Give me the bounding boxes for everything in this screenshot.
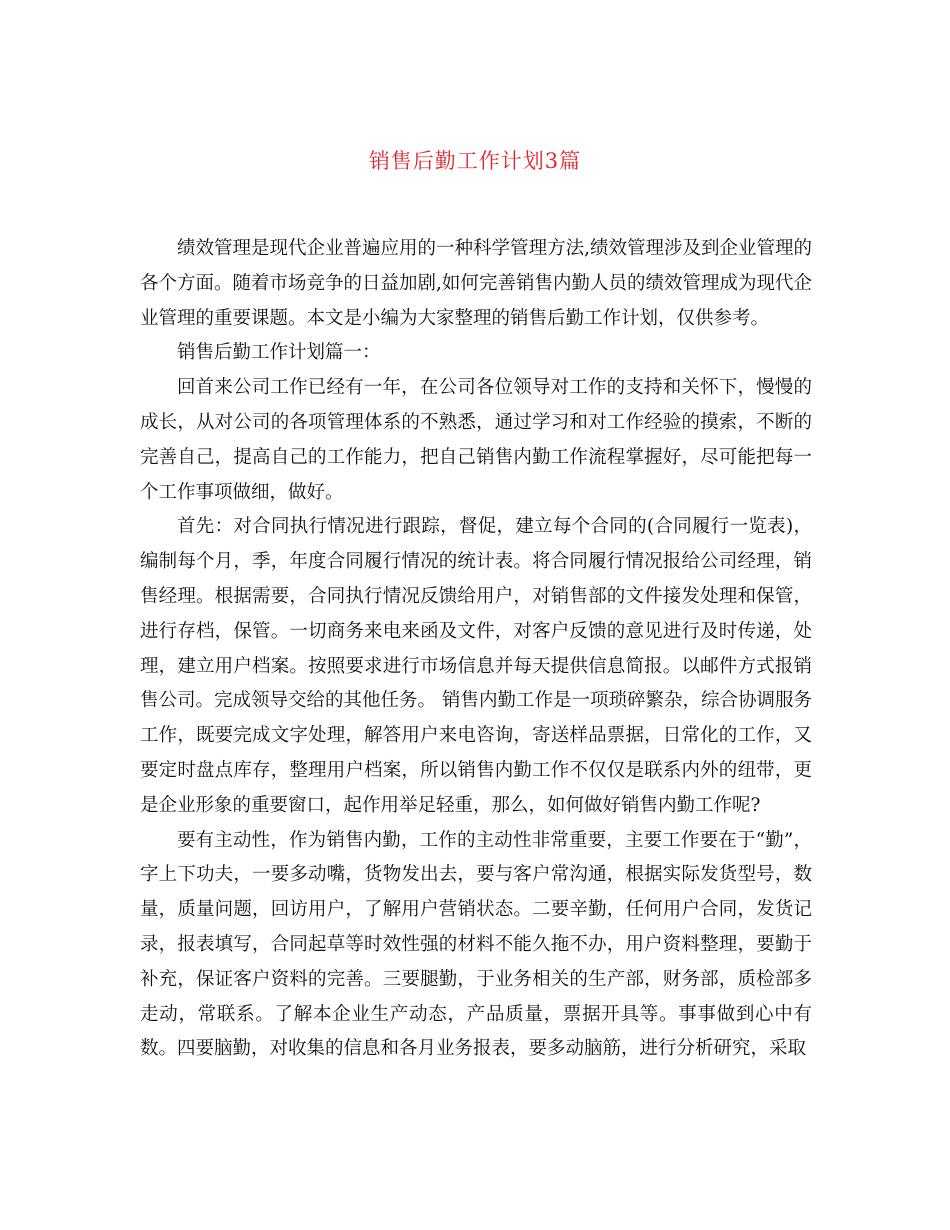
paragraph-initiative: 要有主动性，作为销售内勤，工作的主动性非常重要，主要工作要在于“勤”，字上下功夫，一要多动嘴，货物发出去，要与客户常沟通，根据实际发货型号，数量，质量问题，回访用户，了解用户营销状态。二要辛勤，任何用户合同，发货记录，报表填写，合同起草等时效性强的材料不能久拖不办，用户资料整理，要勤于补充，保证客户资料的完善。三要腿勤，于业务相关的生产部，财务部，质检部多走动，常联系。了解本企业生产动态，产品质量，票据开具等。事事做到心中有数。四要脑勤，对收集的信息和各月业务报表，要多动脑筋，进行分析研究，采取 bbox=[140, 829, 812, 1060]
document-body bbox=[140, 232, 812, 1067]
paragraph-section-heading: 销售后勤工作计划篇一： bbox=[177, 342, 381, 364]
paragraph-duties: 首先：对合同执行情况进行跟踪，督促，建立每个合同的(合同履行一览表)，编制每个月，季，年度合同履行情况的统计表。将合同履行情况报给公司经理，销售经理。根据需要，合同执行情况反馈给用户，对销售部的文件接发处理和保管，进行存档，保管。一切商务来电来函及文件，对客户反馈的意见进行及时传递，处理，建立用户档案。按照要求进行市场信息并每天提供信息简报。以邮件方式报销售公司。完成领导交给的其他任务。 销售内勤工作是一项琐碎繁杂，综合协调服务工作，既要完成文字处理，解答用户来电咨询，寄送样品票据，日常化的工作，又要定时盘点库存，整理用户档案，所以销售内勤工作不仅仅是联系内外的纽带，更是企业形象的重要窗口，起作用举足轻重，那么，如何做好销售内勤工作呢? bbox=[140, 516, 812, 816]
document-title: 销售后勤工作计划3篇 bbox=[368, 149, 582, 173]
paragraph-intro: 绩效管理是现代企业普遍应用的一种科学管理方法,绩效管理涉及到企业管理的各个方面。随着市场竞争的日益加剧,如何完善销售内勤人员的绩效管理成为现代企业管理的重要课题。本文是小编为大家整理的销售后勤工作计划，仅供参考。 bbox=[140, 238, 812, 329]
paragraph-review: 回首来公司工作已经有一年，在公司各位领导对工作的支持和关怀下，慢慢的成长，从对公司的各项管理体系的不熟悉，通过学习和对工作经验的摸索，不断的完善自己，提高自己的工作能力，把自己销售内勤工作流程掌握好，尽可能把每一个工作事项做细，做好。 bbox=[140, 377, 812, 503]
